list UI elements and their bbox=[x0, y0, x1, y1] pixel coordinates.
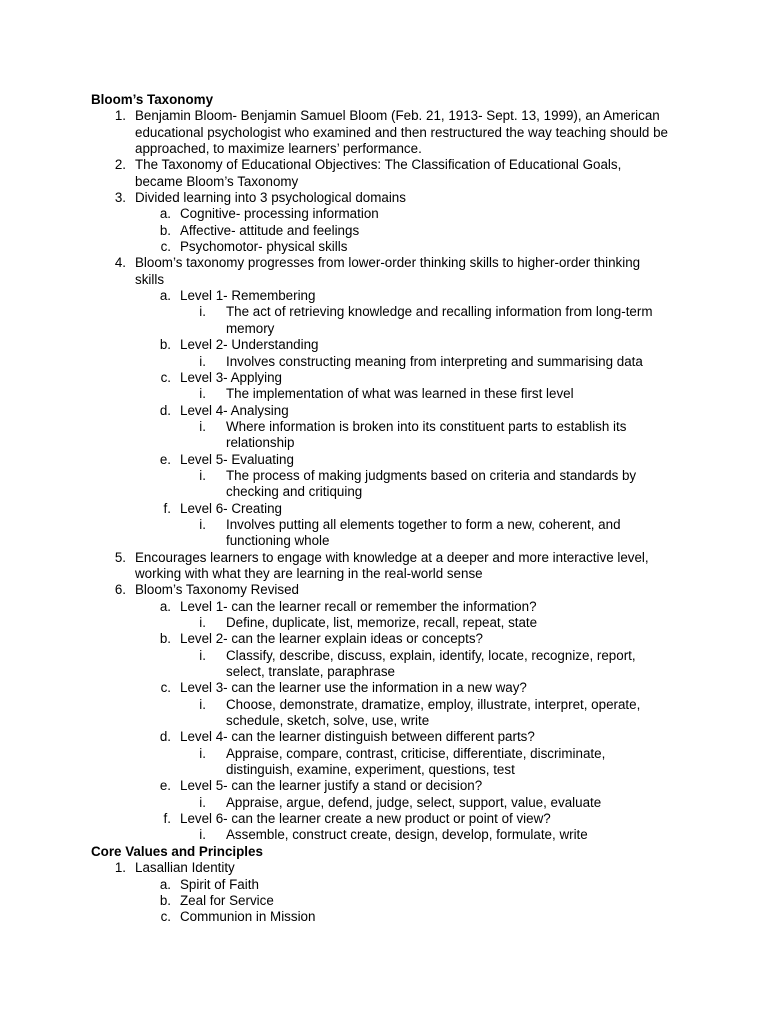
list-marker: i. bbox=[199, 467, 206, 483]
list-item-text: The implementation of what was learned in these first level bbox=[226, 386, 574, 402]
list-marker: a. bbox=[159, 876, 171, 892]
list-marker: i. bbox=[199, 745, 206, 761]
list-item-text: Level 1- can the learner recall or remember the information? bbox=[180, 598, 537, 614]
list-item-text: Level 6- Creating bbox=[180, 500, 282, 516]
outline-item-level-2 bbox=[0, 206, 668, 222]
list-item-text: The Taxonomy of Educational Objectives: The Classification of Educational Goals, became Bloom’s Taxonomy bbox=[135, 157, 622, 189]
list-item-text: Benjamin Bloom- Benjamin Samuel Bloom (Feb. 21, 1913- Sept. 13, 1999), an American educational psychologist who examined and then restructured the way teaching should be approached, to maximize learners’ performance. bbox=[135, 108, 668, 157]
list-marker: e. bbox=[159, 778, 171, 794]
list-item-text: Lasallian Identity bbox=[135, 860, 235, 876]
list-marker: 1. bbox=[114, 108, 126, 124]
list-item-text: Level 5- Evaluating bbox=[180, 451, 294, 467]
list-marker: 3. bbox=[114, 190, 126, 206]
outline-item-level-3 bbox=[0, 354, 668, 370]
list-marker: 2. bbox=[114, 157, 126, 173]
outline-item-level-1 bbox=[0, 255, 668, 288]
list-item-text: Zeal for Service bbox=[180, 892, 274, 908]
outline-item-level-3 bbox=[0, 648, 668, 681]
outline-item-level-2 bbox=[0, 909, 668, 925]
list-item-text: Communion in Mission bbox=[180, 909, 316, 925]
outline-item-level-3 bbox=[0, 517, 668, 550]
list-marker: b. bbox=[159, 337, 171, 353]
list-marker: 4. bbox=[114, 255, 126, 271]
list-item-text: Level 2- Understanding bbox=[180, 337, 319, 353]
list-item-text: Choose, demonstrate, dramatize, employ, illustrate, interpret, operate, schedule, sketch, solve, use, write bbox=[226, 696, 641, 729]
list-marker: i. bbox=[199, 418, 206, 434]
list-item-text: Cognitive- processing information bbox=[180, 206, 379, 222]
list-item-text: Encourages learners to engage with knowledge at a deeper and more interactive level, working with what they are learning in the real-world sense bbox=[135, 549, 649, 581]
list-marker: i. bbox=[199, 516, 206, 532]
outline-item-level-2 bbox=[0, 501, 668, 517]
list-item-text: The process of making judgments based on criteria and standards by checking and critiquing bbox=[226, 467, 637, 500]
list-marker: c. bbox=[160, 680, 171, 696]
list-item-text: Define, duplicate, list, memorize, recall, repeat, state bbox=[226, 615, 538, 630]
list-marker: a. bbox=[159, 598, 171, 614]
list-item-text: Level 1- Remembering bbox=[180, 288, 316, 304]
list-item-text: Appraise, argue, defend, judge, select, support, value, evaluate bbox=[226, 794, 602, 810]
outline-item-level-3 bbox=[0, 615, 668, 631]
list-item-text: Level 6- can the learner create a new product or point of view? bbox=[180, 811, 551, 827]
list-marker: b. bbox=[159, 631, 171, 647]
outline-item-level-2 bbox=[0, 893, 668, 909]
outline-item-level-3 bbox=[0, 827, 668, 843]
list-item-text: Bloom’s taxonomy progresses from lower-order thinking skills to higher-order thinking skills bbox=[135, 255, 641, 287]
outline-item-level-1 bbox=[0, 582, 668, 598]
outline-item-level-3 bbox=[0, 419, 668, 452]
outline-item-level-2 bbox=[0, 680, 668, 696]
list-marker: c. bbox=[160, 239, 171, 255]
list-item-text: Bloom’s Taxonomy Revised bbox=[135, 582, 299, 598]
list-item-text: Involves constructing meaning from interpreting and summarising data bbox=[226, 353, 643, 369]
list-marker: i. bbox=[199, 696, 206, 712]
outline-item-level-1 bbox=[0, 550, 668, 583]
outline-item-level-2 bbox=[0, 811, 668, 827]
outline-item-level-3 bbox=[0, 746, 668, 779]
list-item-text: Spirit of Faith bbox=[180, 876, 259, 892]
list-marker: i. bbox=[199, 615, 206, 630]
list-marker: i. bbox=[199, 386, 206, 402]
outline-item-level-2 bbox=[0, 223, 668, 239]
list-marker: i. bbox=[199, 647, 206, 663]
document-body bbox=[0, 92, 768, 926]
list-marker: f. bbox=[163, 811, 171, 827]
section-heading: Bloom’s Taxonomy bbox=[91, 92, 214, 107]
list-item-text: Level 5- can the learner justify a stand or decision? bbox=[180, 778, 483, 794]
list-marker: a. bbox=[159, 288, 171, 304]
outline-item-level-3 bbox=[0, 386, 668, 402]
list-marker: i. bbox=[199, 827, 206, 843]
list-marker: d. bbox=[159, 402, 171, 418]
list-item-text: Level 4- Analysing bbox=[180, 402, 289, 418]
outline-item-level-3 bbox=[0, 304, 668, 337]
list-marker: 1. bbox=[114, 860, 126, 876]
outline-item-level-2 bbox=[0, 877, 668, 893]
list-item-text: Involves putting all elements together to form a new, coherent, and functioning whole bbox=[226, 516, 621, 549]
list-item-text: Level 4- can the learner distinguish between different parts? bbox=[180, 729, 535, 745]
outline-item-level-3 bbox=[0, 468, 668, 501]
outline-item-level-2 bbox=[0, 452, 668, 468]
outline-item-level-1 bbox=[0, 108, 668, 157]
outline-item-level-2 bbox=[0, 239, 668, 255]
outline-item-level-2 bbox=[0, 599, 668, 615]
list-marker: 6. bbox=[114, 582, 126, 598]
outline-item-level-2 bbox=[0, 337, 668, 353]
list-marker: c. bbox=[160, 909, 171, 925]
outline-item-level-1 bbox=[0, 157, 668, 190]
list-marker: c. bbox=[160, 369, 171, 385]
outline-item-level-1 bbox=[0, 860, 668, 876]
list-marker: i. bbox=[199, 304, 206, 320]
list-marker: f. bbox=[163, 500, 171, 516]
list-item-text: Affective- attitude and feelings bbox=[180, 222, 360, 238]
list-item-text: Level 3- can the learner use the information in a new way? bbox=[180, 680, 527, 696]
list-item-text: Where information is broken into its constituent parts to establish its relationship bbox=[226, 418, 627, 451]
outline-item-level-2 bbox=[0, 403, 668, 419]
list-item-text: Psychomotor- physical skills bbox=[180, 239, 348, 255]
list-marker: d. bbox=[159, 729, 171, 745]
list-item-text: The act of retrieving knowledge and recalling information from long-term memory bbox=[226, 304, 653, 336]
list-item-text: Divided learning into 3 psychological domains bbox=[135, 190, 406, 206]
list-marker: a. bbox=[159, 206, 171, 222]
list-item-text: Assemble, construct create, design, develop, formulate, write bbox=[226, 827, 588, 843]
list-marker: i. bbox=[199, 794, 206, 810]
outline-item-level-2 bbox=[0, 778, 668, 794]
list-marker: b. bbox=[159, 222, 171, 238]
outline-item-level-2 bbox=[0, 288, 668, 304]
outline-item-level-2 bbox=[0, 370, 668, 386]
section-heading: Core Values and Principles bbox=[91, 843, 263, 859]
outline-item-level-3 bbox=[0, 697, 668, 730]
list-item-text: Level 2- can the learner explain ideas or concepts? bbox=[180, 631, 483, 647]
outline-item-level-2 bbox=[0, 729, 668, 745]
list-item-text: Appraise, compare, contrast, criticise, differentiate, discriminate, distinguish, examine, experiment, questions, test bbox=[226, 745, 606, 778]
outline-item-level-3 bbox=[0, 795, 668, 811]
list-item-text: Level 3- Applying bbox=[180, 369, 282, 385]
list-marker: b. bbox=[159, 892, 171, 908]
list-marker: 5. bbox=[114, 549, 126, 565]
list-marker: e. bbox=[159, 451, 171, 467]
list-item-text: Classify, describe, discuss, explain, identify, locate, recognize, report, select, translate, paraphrase bbox=[226, 647, 636, 680]
outline-item-level-1 bbox=[0, 190, 668, 206]
list-marker: i. bbox=[199, 353, 206, 369]
outline-item-level-2 bbox=[0, 631, 668, 647]
